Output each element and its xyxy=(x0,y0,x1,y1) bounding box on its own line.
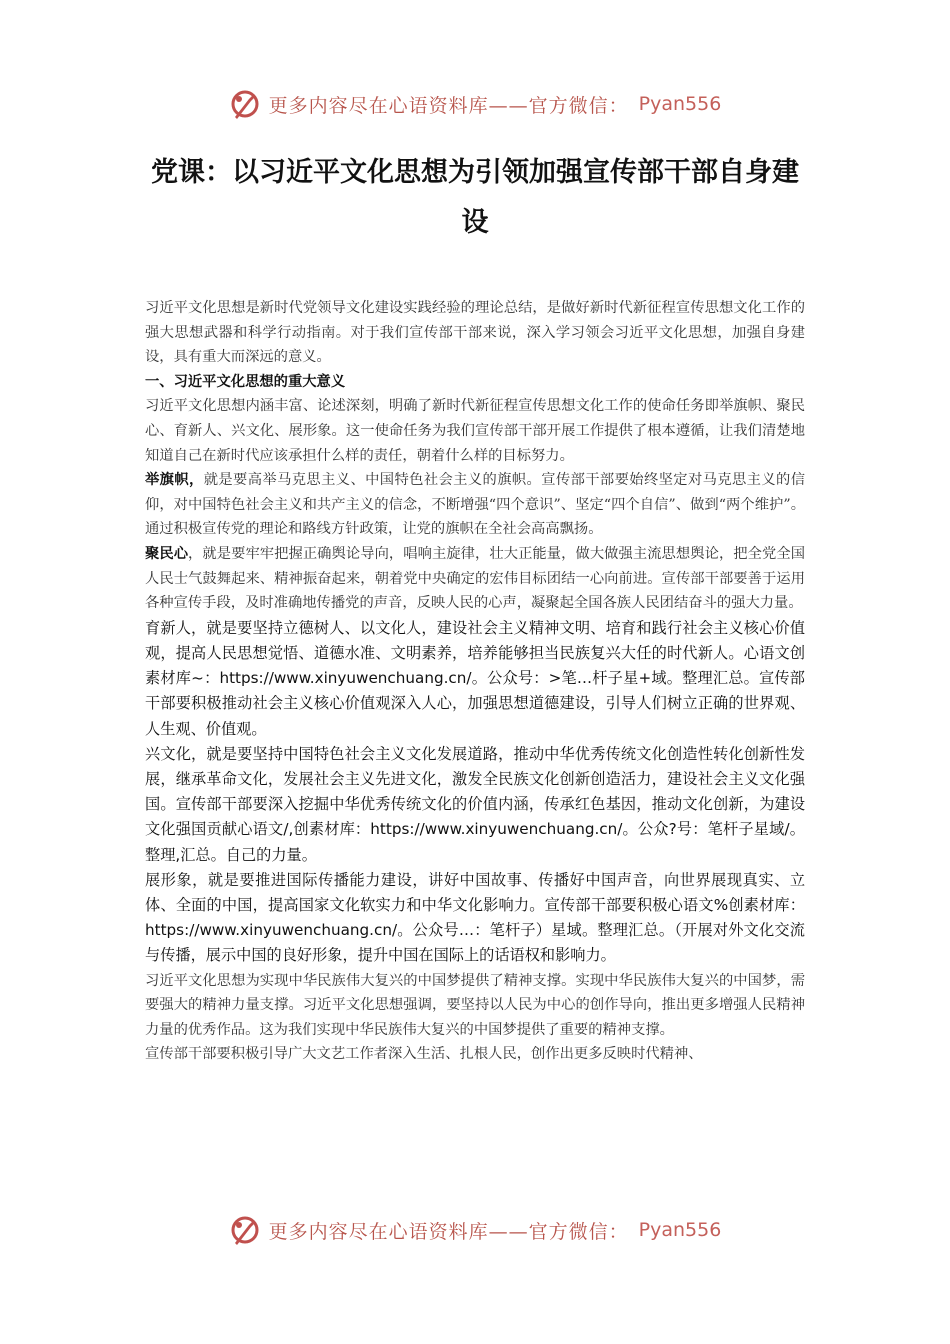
dream-paragraph: 习近平文化思想为实现中华民族伟大复兴的中国梦提供了精神支撑。实现中华民族伟大复兴的中国梦，需要强大的精神力量支撑。习近平文化思想强调，要坚持以人民为中心的创作导向，推出更多增强人民精神力量的优秀作品。这为我们实现中华民族伟大复兴的中国梦提供了重要的精神支撑。 xyxy=(145,972,805,1038)
culture-paragraph: 兴文化，就是要坚持中国特色社会主义文化发展道路，推动中华优秀传统文化创造性转化创新性发展，继承革命文化，发展社会主义先进文化，激发全民族文化创新创造活力，建设社会主义文化强国。宣传部干部要深入挖掘中华优秀传统文化的价值内涵，传承红色基因，推动文化创新，为建设文化强国贡献心语文/,创素材库：https://www.xinyuwenchuang.cn/。公众?号：笔杆子星域/。整理,汇总。自己的力量。 xyxy=(145,744,805,864)
last-paragraph: 宣传部干部要积极引导广大文艺工作者深入生活、扎根人民，创作出更多反映时代精神、 xyxy=(145,1046,703,1063)
image-paragraph: 展形象，就是要推进国际传播能力建设，讲好中国故事、传播好中国声音，向世界展现真实、立体、全面的中国，提高国家文化软实力和中华文化影响力。宣传部干部要积极心语文%创素材库：https://www.xinyuwenchuang.cn/。公众号…：笔杆子）星域。整理汇总。（开展对外文化交流与传播，展示中国的良好形象，提升中国在国际上的话语权和影响力。 xyxy=(145,870,805,965)
flag-paragraph xyxy=(145,468,805,542)
header-banner xyxy=(0,84,950,124)
mission-paragraph: 习近平文化思想内涵丰富、论述深刻，明确了新时代新征程宣传思想文化工作的使命任务即举旗帜、聚民心、育新人、兴文化、展形象。这一使命任务为我们宣传部干部开展工作提供了根本遵循，让我们清楚地知道自己在新时代应该承担什么样的责任，朝着什么样的目标努力。 xyxy=(145,398,805,464)
section-heading: 一、习近平文化思想的重大意义 xyxy=(145,373,346,390)
people-lead: 聚民心 xyxy=(145,545,189,562)
document-body xyxy=(145,296,805,1067)
people-body: ，就是要牢牢把握正确舆论导向，唱响主旋律，壮大正能量，做大做强主流思想舆论，把全党全国人民士气鼓舞起来、精神振奋起来，朝着党中央确定的宏伟目标团结一心向前进。宣传部干部要善于运用各种宣传手段，及时准确地传播党的声音，反映人民的心声，凝聚起全国各族人民团结奋斗的强大力量。 xyxy=(145,545,805,612)
flag-lead: 举旗帜， xyxy=(145,472,204,489)
brush-logo-icon xyxy=(229,87,263,121)
footer-banner xyxy=(0,1210,950,1250)
banner-text: 更多内容尽在心语资料库——官方微信： xyxy=(268,94,629,117)
people-paragraph xyxy=(145,542,805,616)
footer-banner-text: 更多内容尽在心语资料库——官方微信： xyxy=(268,1220,629,1243)
brush-logo-icon xyxy=(229,1213,263,1247)
flag-body: 就是要高举马克思主义、中国特色社会主义的旗帜。宣传部干部要始终坚定对马克思主义的信仰，对中国特色社会主义和共产主义的信念，不断增强“四个意识”、坚定“四个自信”、做到“两个维护”。通过积极宣传党的理论和路线方针政策，让党的旗帜在全社会高高飘扬。 xyxy=(145,472,805,538)
newpeople-paragraph: 育新人，就是要坚持立德树人、以文化人，建设社会主义精神文明、培育和践行社会主义核心价值观，提高人民思想觉悟、道德水准、文明素养，培养能够担当民族复兴大任的时代新人。心语文创素材库~：https://www.xinyuwenchuang.cn/。公众号：>笔…杆子星+域。整理汇总。宣传部干部要积极推动社会主义核心价值观深入人心，加强思想道德建设，引导人们树立正确的世界观、人生观、价值观。 xyxy=(145,618,805,738)
banner-wechat-id: Pyan556 xyxy=(638,93,722,115)
intro-paragraph: 习近平文化思想是新时代党领导文化建设实践经验的理论总结，是做好新时代新征程宣传思想文化工作的强大思想武器和科学行动指南。对于我们宣传部干部来说，深入学习领会习近平文化思想，加强自身建设，具有重大而深远的意义。 xyxy=(145,300,805,366)
document-title: 党课：以习近平文化思想为引领加强宣传部干部自身建设 xyxy=(151,157,799,238)
footer-wechat-id: Pyan556 xyxy=(638,1219,722,1241)
